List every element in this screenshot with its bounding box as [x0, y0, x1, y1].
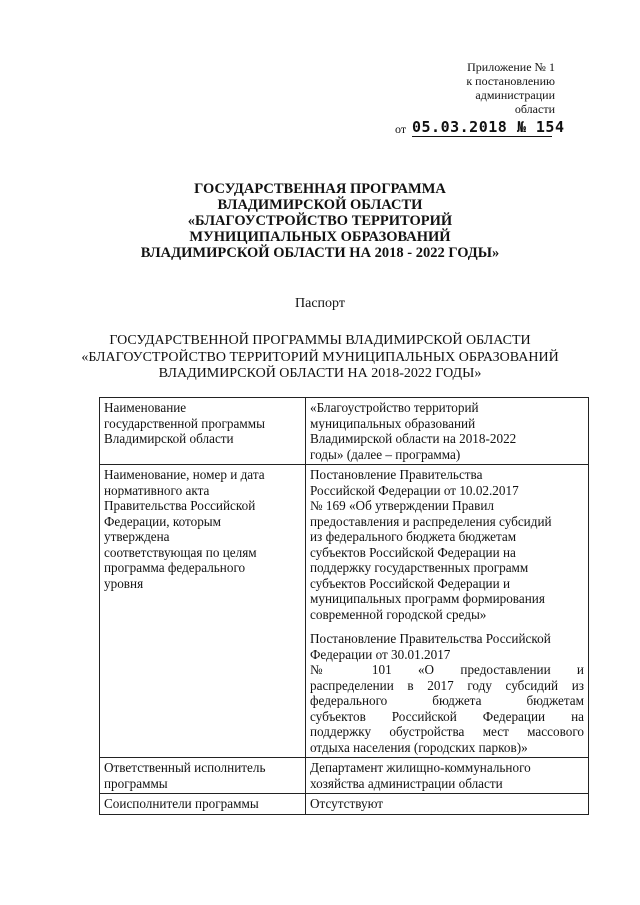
cell-text: предоставления и распределения субсидий — [310, 513, 552, 529]
table-row — [100, 794, 589, 815]
cell-text: поддержку обустройства мест массового — [310, 724, 584, 739]
row-label-cell — [100, 794, 306, 815]
cell-text: Департамент жилищно-коммунального — [310, 760, 531, 775]
row-value-cell — [306, 758, 589, 794]
cell-text: распределении в 2017 году субсидий из — [310, 677, 584, 693]
title-line: ВЛАДИМИРСКОЙ ОБЛАСТИ НА 2018 - 2022 ГОДЫ» — [140, 245, 500, 261]
decree-date-stamp: 05.03.2018 № 154 — [412, 118, 565, 136]
cell-text: «Благоустройство территорий — [310, 400, 479, 415]
cell-text: Постановление Правительства Российской — [310, 631, 551, 646]
cell-text: Соисполнители программы — [104, 796, 259, 811]
row-value-cell — [306, 465, 589, 758]
subtitle-line: ГОСУДАРСТВЕННОЙ ПРОГРАММЫ ВЛАДИМИРСКОЙ ОБЛАСТИ — [109, 333, 531, 348]
appendix-line: к постановлению — [466, 74, 555, 88]
subtitle-line: «БЛАГОУСТРОЙСТВО ТЕРРИТОРИЙ МУНИЦИПАЛЬНЫХ ОБРАЗОВАНИЙ — [81, 349, 559, 365]
row-label-cell — [100, 465, 306, 758]
row-value-cell — [306, 794, 589, 815]
cell-text: соответствующая по целям — [104, 544, 257, 560]
cell-text: Отсутствуют — [310, 796, 384, 811]
cell-text: годы» (далее – программа) — [310, 446, 461, 462]
paragraph-gap — [310, 622, 584, 631]
cell-text: отдыха населения (городских парков)» — [310, 739, 528, 755]
date-prefix: от — [395, 122, 407, 136]
cell-text: субъектов Российской Федерации на — [310, 708, 584, 724]
row-label-cell — [100, 758, 306, 794]
cell-text: утверждена — [104, 529, 170, 544]
appendix-line: администрации — [475, 88, 555, 102]
cell-text: уровня — [104, 575, 144, 591]
table-row — [100, 398, 589, 465]
cell-text: хозяйства администрации области — [310, 775, 503, 791]
cell-text: Правительства Российской — [104, 498, 256, 513]
title-line: ВЛАДИМИРСКОЙ ОБЛАСТИ — [217, 197, 423, 213]
passport-heading: Паспорт — [295, 296, 345, 311]
cell-text: программы — [104, 775, 168, 791]
cell-text: из федерального бюджета бюджетам — [310, 529, 517, 544]
cell-text: современной городской среды» — [310, 606, 487, 622]
appendix-line: Приложение № 1 — [467, 60, 555, 74]
passport-table — [99, 397, 589, 815]
cell-text: государственной программы — [104, 415, 265, 431]
program-title — [120, 181, 520, 261]
passport-subtitle — [70, 333, 570, 383]
cell-text: № 101 «О предоставлении и — [310, 662, 584, 677]
cell-text: муниципальных программ формирования — [310, 591, 545, 606]
appendix-line: области — [514, 102, 555, 116]
row-value-cell — [306, 398, 589, 465]
cell-text: Российской Федерации от 10.02.2017 — [310, 482, 519, 498]
row-label-cell — [100, 398, 306, 465]
cell-text: программа федерального — [104, 560, 246, 575]
cell-text: Постановление Правительства — [310, 467, 483, 482]
cell-text: Наименование — [104, 400, 187, 415]
cell-text: Владимирской области — [104, 431, 234, 446]
appendix-block — [395, 60, 555, 116]
cell-text: муниципальных образований — [310, 415, 476, 431]
cell-text: нормативного акта — [104, 482, 210, 498]
title-line: «БЛАГОУСТРОЙСТВО ТЕРРИТОРИЙ — [187, 213, 453, 229]
cell-text: федерального бюджета бюджетам — [310, 693, 584, 708]
title-line: МУНИЦИПАЛЬНЫХ ОБРАЗОВАНИЙ — [189, 229, 451, 245]
cell-text: субъектов Российской Федерации и — [310, 575, 511, 591]
cell-text: № 169 «Об утверждении Правил — [310, 498, 495, 513]
cell-text: Владимирской области на 2018-2022 — [310, 431, 517, 446]
cell-text: Федерации, которым — [104, 513, 222, 529]
cell-text: Ответственный исполнитель — [104, 760, 266, 775]
table-row — [100, 465, 589, 758]
subtitle-line: ВЛАДИМИРСКОЙ ОБЛАСТИ НА 2018-2022 ГОДЫ» — [158, 366, 482, 381]
cell-text: Федерации от 30.01.2017 — [310, 646, 451, 662]
table-row — [100, 758, 589, 794]
cell-text: субъектов Российской Федерации на — [310, 544, 516, 560]
title-line: ГОСУДАРСТВЕННАЯ ПРОГРАММА — [194, 181, 446, 197]
cell-text: Наименование, номер и дата — [104, 467, 265, 482]
cell-text: поддержку государственных программ — [310, 560, 529, 575]
